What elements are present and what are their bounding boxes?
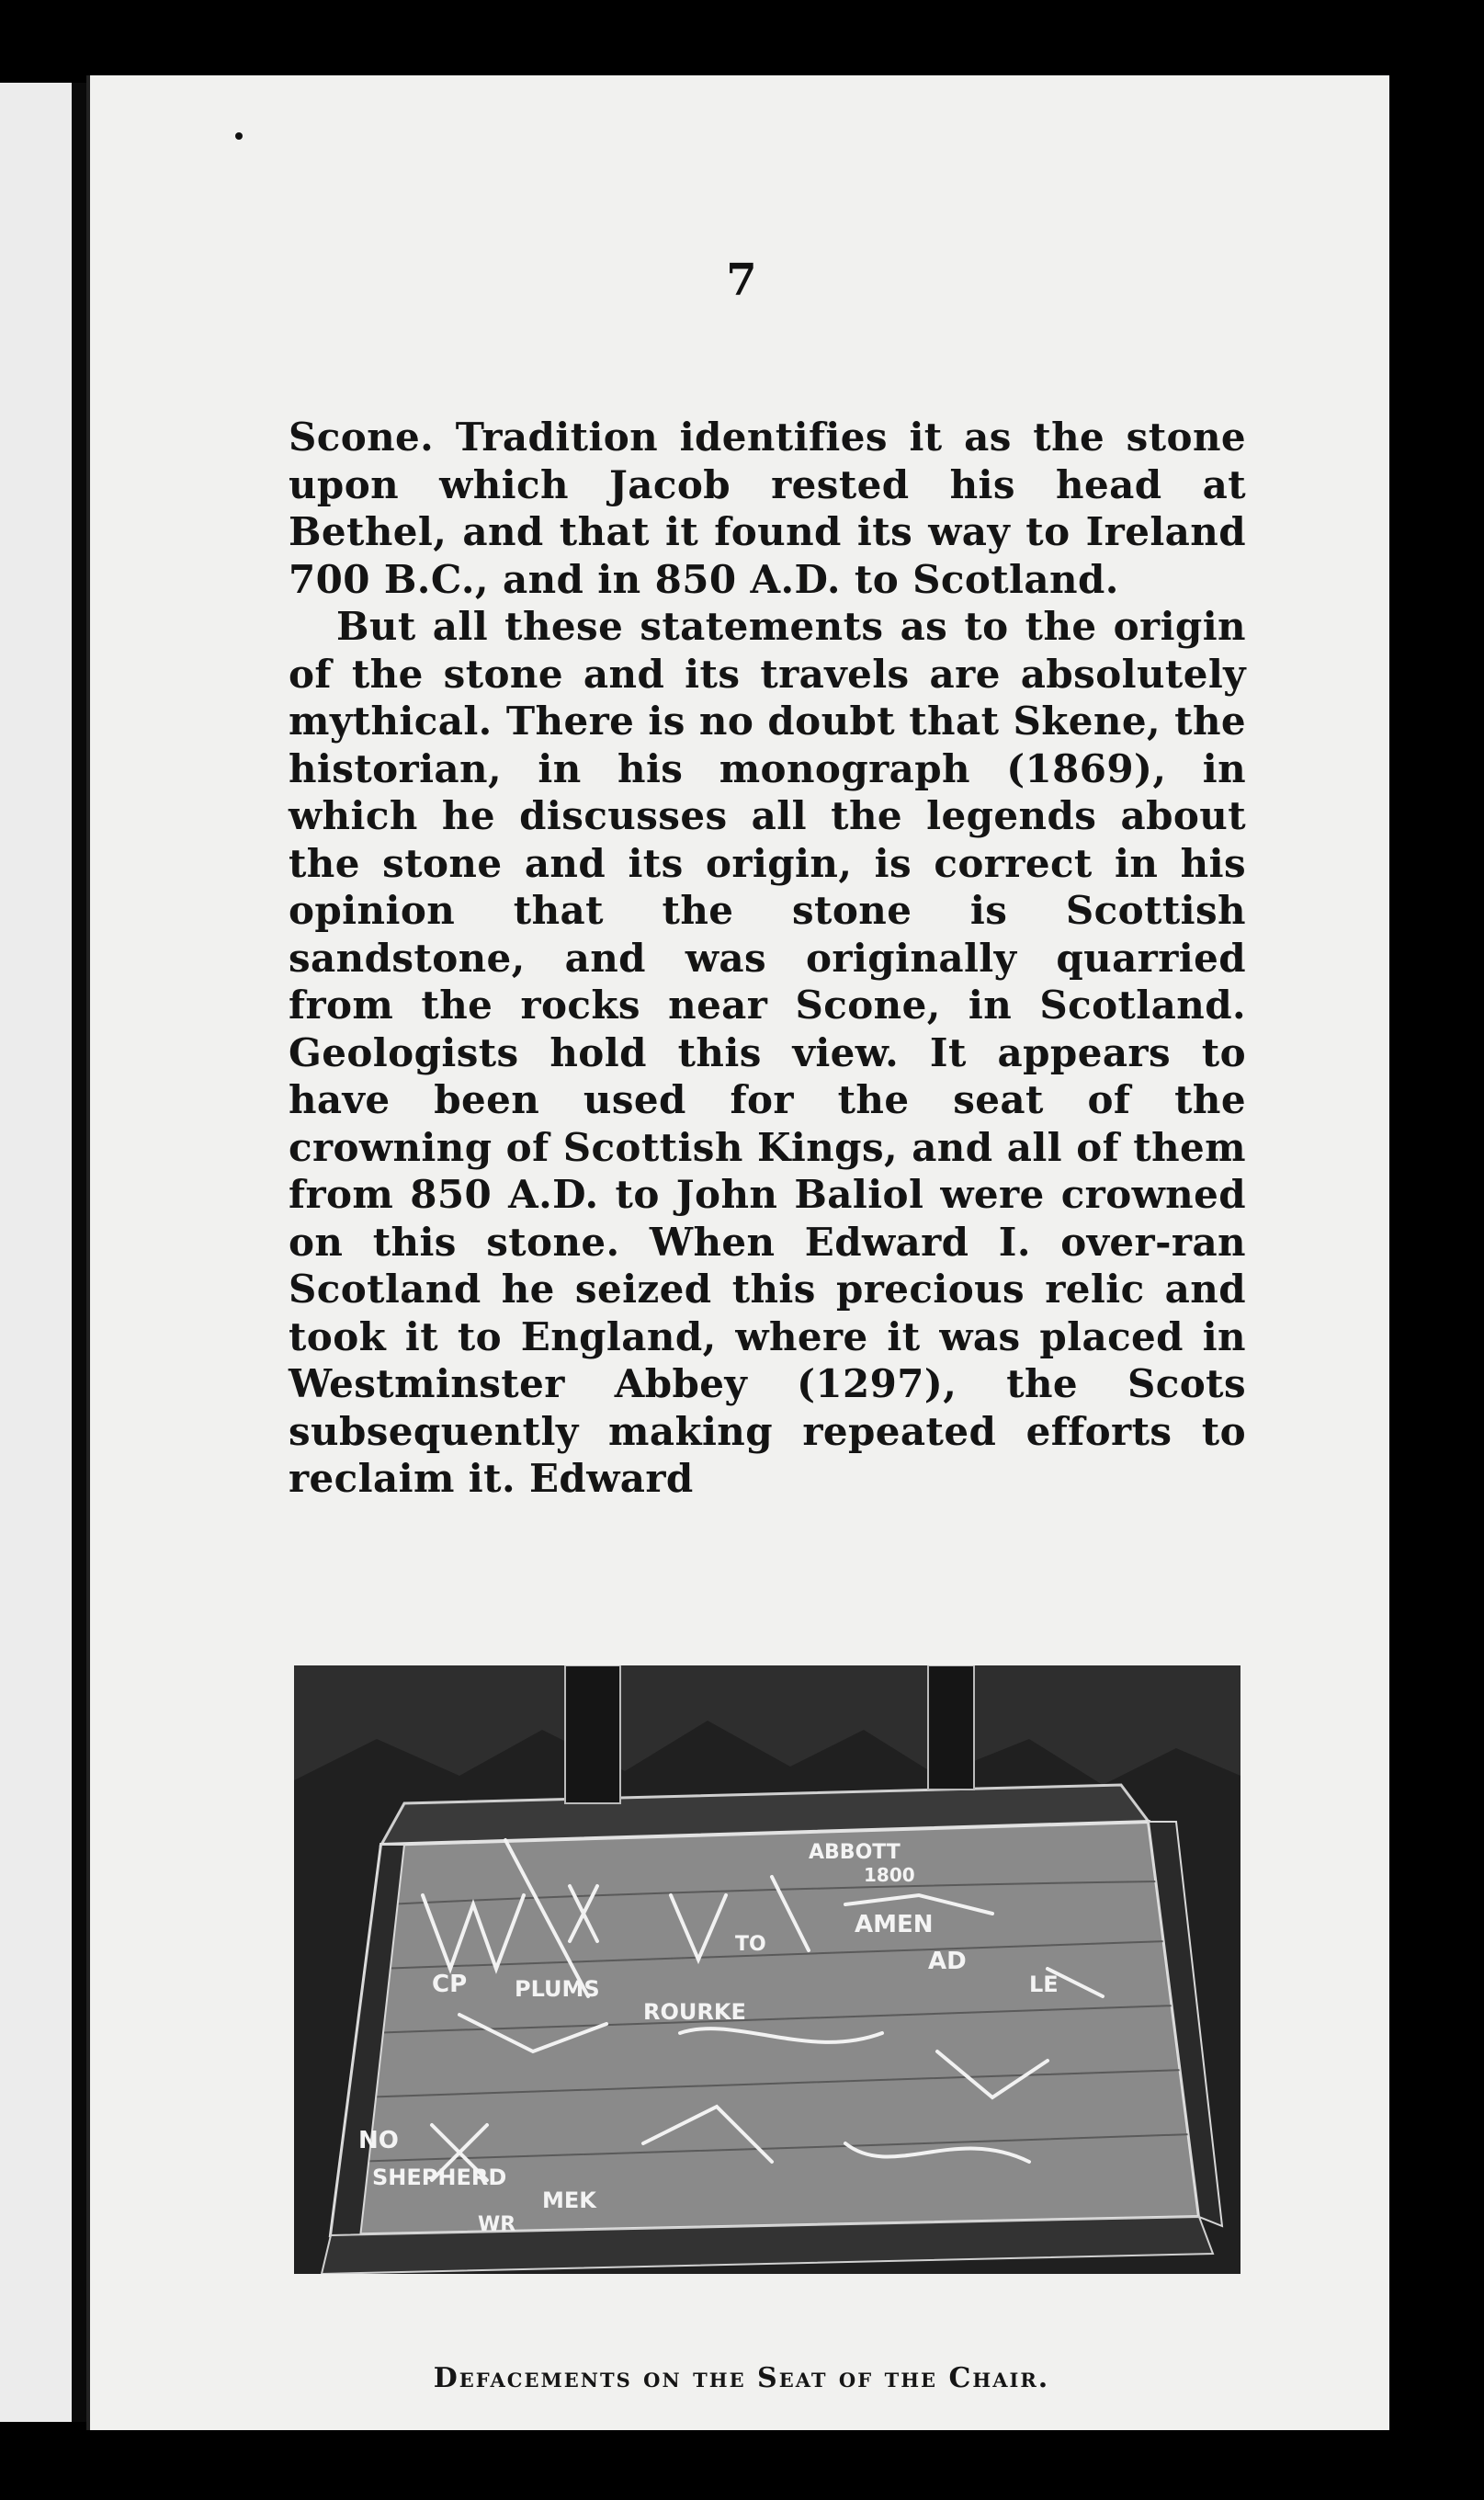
chair-seat-engraving	[294, 1665, 1240, 2274]
paragraph-2: But all these statements as to the origin of the stone and its travels are absolutely mythical. There is no doubt that Skene, the historian, in his monograph (1869), in which he discusses all the legends about the stone and its origin, is correct in his opinion that the stone is Scottish sandstone, and was originally quarried from the rocks near Scone, in Scotland. Geologists hold this view. It appears to have been used for the seat of the crowning of Scottish Kings, and all of them from 850 A.D. to John Baliol were crowned on this stone. When Edward I. over-ran Scotland he seized this precious relic and took it to England, where it was placed in Westminster Abbey (1297), the Scots subsequently making repeated efforts to reclaim it. Edward	[289, 604, 1246, 1501]
svg-text:LE: LE	[1029, 1972, 1059, 1997]
engraving-illustration	[294, 1665, 1240, 2274]
body-text	[289, 414, 1246, 1503]
paragraph-1: Scone. Tradition identifies it as the stone upon which Jacob rested his head at Bethel, and that it found its way to Ireland 700 B.C., and in 850 A.D. to Scotland.	[289, 415, 1246, 602]
figure-caption: Defacements on the Seat of the Chair.	[433, 2362, 1050, 2394]
svg-text:MEK: MEK	[542, 2188, 596, 2213]
svg-text:PLUMS: PLUMS	[515, 1976, 600, 2002]
svg-text:WR: WR	[478, 2213, 516, 2236]
svg-text:ROURKE: ROURKE	[643, 1999, 746, 2025]
svg-text:1800: 1800	[864, 1864, 915, 1886]
svg-text:NO: NO	[358, 2127, 399, 2154]
svg-text:TO: TO	[735, 1933, 766, 1956]
page-gutter	[72, 83, 86, 2422]
svg-text:AD: AD	[928, 1948, 967, 1975]
svg-text:SHEPHERD: SHEPHERD	[372, 2165, 507, 2190]
svg-text:AMEN: AMEN	[855, 1911, 934, 1938]
page-number: 7	[726, 255, 757, 306]
ink-speck	[235, 132, 243, 140]
svg-text:CP: CP	[432, 1971, 468, 1998]
facing-page-edge	[0, 83, 72, 2422]
book-page	[86, 75, 1389, 2430]
carving-abbott: ABBOTT	[809, 1841, 901, 1864]
